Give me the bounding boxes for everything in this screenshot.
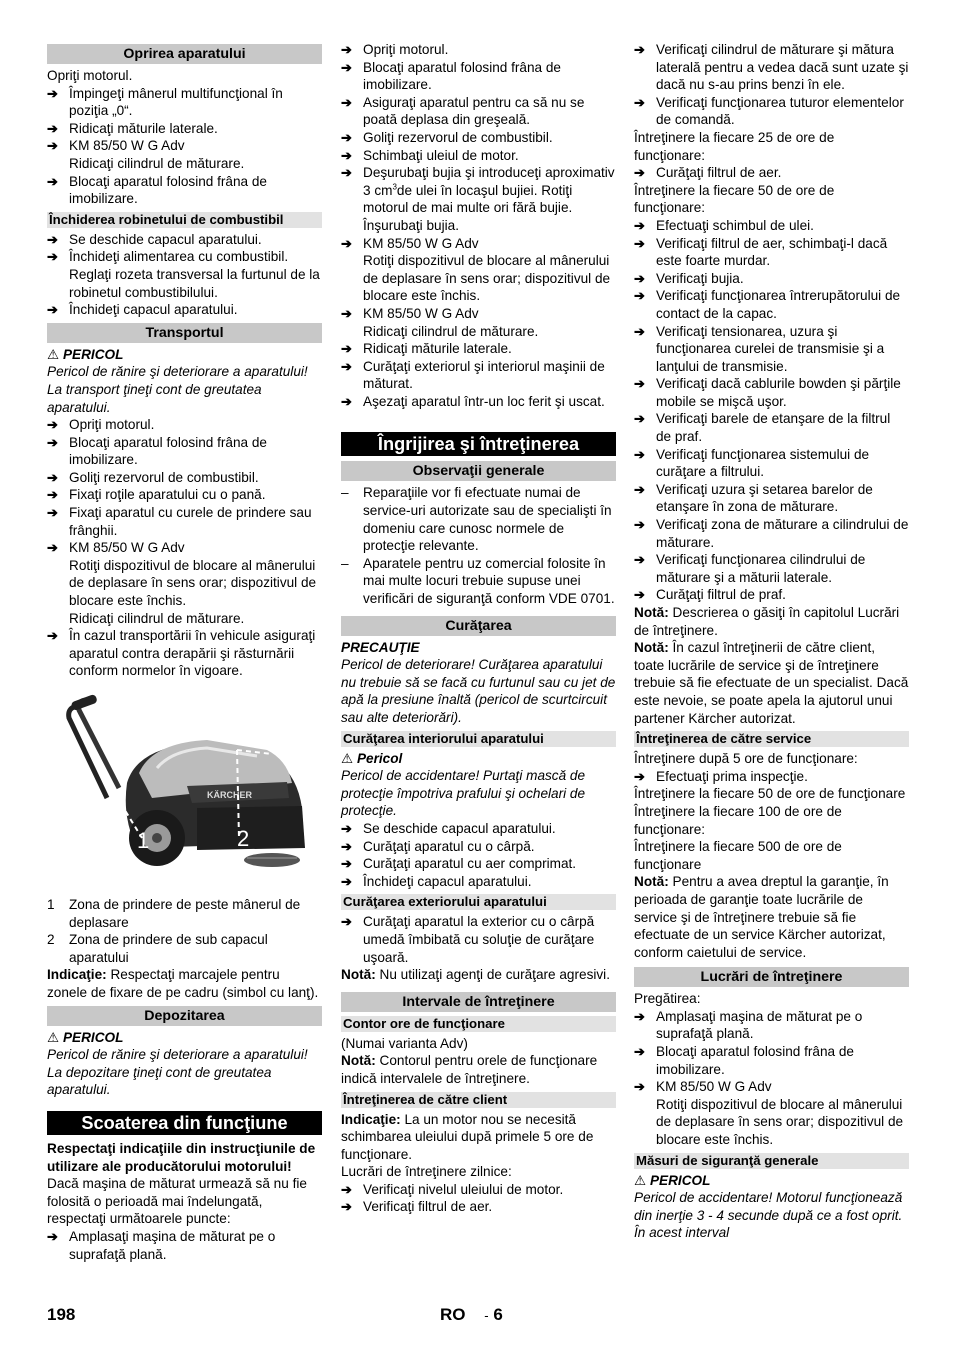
figure-label-1: 1 [137,828,150,853]
list-item: ➔ Verificaţi zona de măturare a cilindrului de măturare. [634,516,909,551]
note-paragraph [634,639,909,727]
paragraph: Pregătirea: [634,991,701,1007]
list-item: – Aparatele pentru uz comercial folosite în mai multe locuri trebuie supuse unei verificări de siguranţă conform VDE 0701. [341,555,616,608]
column-1 [47,40,322,1263]
sweeper-illustration [47,688,322,888]
list-item: ➔ KM 85/50 W G Adv [47,539,322,557]
subsection-heading-interior: Curăţarea interiorului aparatului [341,731,616,747]
list-item: ➔ Blocaţi aparatul folosind frâna de imobilizare. [634,1043,909,1078]
warning-label [47,1029,322,1047]
list-item: ➔ Închideţi capacul aparatului. [341,873,616,891]
list-item: ➔ KM 85/50 W G Adv [634,1078,909,1096]
list-item: ➔ Curăţaţi filtrul de praf. [634,586,909,604]
warning-word: PERICOL [62,346,124,362]
legend-number: 2 [47,932,55,948]
bujie-text-pre: Deşurubaţi bujia şi introduceţi aproximativ 3 cm [363,165,615,198]
list-item: ➔ Verificaţi nivelul uleiului de motor. [341,1181,616,1199]
list-item: ➔ KM 85/50 W G Adv [341,235,616,253]
column-2 [341,40,616,1216]
note-paragraph [634,873,909,961]
warning-text: Pericol de rănire şi deteriorare a aparatului! La depozitare ţineţi cont de greutatea aparatului. [47,1047,308,1098]
list-item: ➔ Curăţaţi filtrul de aer. [634,164,909,182]
section-heading-lucrari: Lucrări de întreţinere [634,967,909,987]
subsection-heading-exterior: Curăţarea exteriorului aparatului [341,894,616,910]
paragraph: Întreţinere la fiecare 500 de ore de funcţionare [634,839,842,872]
language-code: RO [440,1305,466,1324]
chapter-heading-scoaterea: Scoaterea din funcţiune [47,1111,322,1135]
list-item: ➔ Blocaţi aparatul folosind frâna de imobilizare. [341,59,616,94]
note-text: Respectaţi marcajele pentru zonele de fixare de pe cadru (simbol cu lanţ). [47,967,319,1000]
paragraph: Lucrări de întreţinere zilnice: [341,1164,512,1180]
section-heading-intervale: Intervale de întreţinere [341,992,616,1012]
footer-language [440,1306,503,1325]
note-label: Notă: [634,874,669,890]
list-subitem: Ridicaţi cilindrul de măturare. [69,155,245,171]
superscript: 3 [392,182,397,192]
note-label: Notă: [634,605,669,620]
list-item: ➔ Opriţi motorul. [341,41,616,59]
paragraph: Întreţinere la fiecare 100 de ore de funcţionare: [634,803,842,837]
list-item: ➔ Verificaţi funcţionarea întrerupătorului de contact de la capac. [634,287,909,322]
warning-triangle-icon: ⚠ [341,750,354,766]
list-item: ➔ Verificaţi funcţionarea sistemului de curăţare a filtrului. [634,446,909,481]
list-item: ➔ Amplasaţi maşina de măturat pe o suprafaţă plană. [634,1008,909,1043]
paragraph: Întreţinere la fiecare 50 de ore de funcţionare [634,786,906,802]
list-item: ➔ Curăţaţi aparatul cu aer comprimat. [341,855,616,873]
note-paragraph [634,604,909,639]
section-heading-oprirea: Oprirea aparatului [47,44,322,64]
legend-item [47,931,322,966]
warning-text: Pericol de accidentare! Motorul funcţionează din inerţie 3 - 4 secunde după ce a fost oprit. În acest interval [634,1190,903,1241]
subsection-heading-contor: Contor ore de funcţionare [341,1016,616,1032]
list-subitem: Ridicaţi cilindrul de măturare. [363,323,539,339]
warning-label [634,1172,909,1190]
list-item: ➔ Verificaţi uzura şi setarea barelor de etanşare în zona de măturare. [634,481,909,516]
list-item: ➔ Se deschide capacul aparatului. [341,820,616,838]
paragraph: Opriţi motorul. [47,68,133,83]
list-item: ➔ Curăţaţi aparatul cu o cârpă. [341,838,616,856]
paragraph: Întreţinere după 5 ore de funcţionare: [634,751,858,767]
list-subitem: Rotiţi dispozitivul de blocare al mânerului de deplasare în sens orar; dispozitivul de blocare este închis. [69,557,317,609]
subsection-heading-service: Întreţinerea de către service [634,731,909,747]
figure-label-2: 2 [237,826,250,851]
section-heading-curatarea: Curăţarea [341,616,616,636]
list-item: ➔ Aşezaţi aparatul într-un loc ferit şi uscat. [341,393,616,411]
list-subitem: Rotiţi dispozitivul de blocare al mânerului de deplasare în sens orar; dispozitivul de blocare este închis. [656,1096,904,1148]
legend-text: Zona de prindere de peste mânerul de deplasare [69,897,301,930]
list-item: ➔ Închideţi alimentarea cu combustibil. [47,248,322,266]
list-item: ➔ Verificaţi bujia. [634,270,909,288]
warning-triangle-icon: ⚠ [47,346,60,362]
list-item: ➔ Curăţaţi exteriorul şi interiorul maşinii de măturat. [341,358,616,393]
list-item: ➔ Verificaţi funcţionarea tuturor elementelor de comandă. [634,94,909,129]
warning-word: Pericol [356,750,403,766]
bujie-text-post: de ulei în locaşul bujiei. Rotiţi motorul de mai multe ori fără bujie. Înşurubaţi bujia. [363,182,573,233]
list-item: ➔ Se deschide capacul aparatului. [47,231,322,249]
warning-word: PRECAUŢIE [341,639,420,655]
warning-text: Pericol de accidentare! Purtaţi mască de protecţie împotriva prafului şi ochelari de protecţie. [341,768,586,819]
list-item: ➔ Verificaţi tensionarea, uzura şi funcţionarea curelei de transmisie şi a lanţului de transmisie. [634,323,909,376]
list-item: ➔ Verificaţi filtrul de aer, schimbaţi-l dacă este foarte murdar. [634,235,909,270]
note-paragraph [341,1052,616,1087]
legend-text: Zona de prindere de sub capacul aparatului [69,932,268,965]
warning-triangle-icon: ⚠ [47,1029,60,1045]
list-item: ➔ Verificaţi funcţionarea cilindrului de măturare şi a măturii laterale. [634,551,909,586]
list-item: ➔ Efectuaţi prima inspecţie. [634,768,909,786]
warning-word: PERICOL [62,1029,124,1045]
list-subitem: Ridicaţi cilindrul de măturare. [69,610,245,626]
sweeper-image [47,688,322,888]
warning-text: Pericol de rănire şi deteriorare a aparatului! La transport ţineţi cont de greutatea aparatului. [47,364,308,415]
paragraph: Întreţinere la fiecare 50 de ore de funcţionare: [634,182,835,216]
list-item: ➔ Opriţi motorul. [47,416,322,434]
warning-word: PERICOL [649,1172,711,1188]
note-label: Indicaţie: [47,967,107,983]
note-paragraph [341,1111,616,1164]
brand-label: KÄRCHER [207,790,252,800]
legend-number: 1 [47,897,55,912]
section-heading-transport: Transportul [47,323,322,343]
warning-text: Pericol de deteriorare! Curăţarea aparatului nu trebuie să se facă cu furtunul sau cu jet de apă la presiune înaltă (pericol de scurtcircuit sau alte deteriorări). [341,657,616,725]
note-label: Notă: [341,967,376,983]
list-item [341,164,616,234]
list-item: ➔ Efectuaţi schimbul de ulei. [634,217,909,235]
subsection-heading-robinet: Închiderea robinetului de combustibil [47,212,322,228]
warning-triangle-icon: ⚠ [634,1172,647,1188]
legend-item [47,896,322,931]
list-item: ➔ Verificaţi dacă cablurile bowden şi părţile mobile se mişcă uşor. [634,375,909,410]
list-item: ➔ Blocaţi aparatul folosind frâna de imobilizare. [47,434,322,469]
list-item: ➔ Schimbaţi uleiul de motor. [341,147,616,165]
note-text: Pentru a avea dreptul la garanţie, în perioada de garanţie toate lucrările de service şi de întreţinere trebuie să fie efectuate de un service Kärcher autorizat, conform caietului de service. [634,874,889,960]
sub-page-number: 6 [493,1305,503,1324]
note-label: Notă: [634,640,669,656]
paragraph: Dacă maşina de măturat urmează să nu fie folosită o perioadă mai îndelungată, respectaţi următoarele puncte: [47,1176,307,1227]
note-text: Contorul pentru orele de funcţionare indică intervalele de întreţinere. [341,1053,598,1086]
list-item: ➔ În cazul transportării în vehicule asiguraţi aparatul contra derapării şi răsturnării conform normelor în vigoare. [47,627,322,680]
list-item: ➔ KM 85/50 W G Adv [341,305,616,323]
subsection-heading-masuri: Măsuri de siguranţă generale [634,1153,909,1169]
paragraph: Întreţinere la fiecare 25 de ore de funcţionare: [634,129,835,163]
chapter-heading-ingrijirea: Îngrijirea şi întreţinerea [341,432,616,456]
note-label: Indicaţie: [341,1111,401,1127]
section-heading-depozitarea: Depozitarea [47,1006,322,1026]
list-item: ➔ Blocaţi aparatul folosind frâna de imobilizare. [47,173,322,208]
section-heading-observatii: Observaţii generale [341,461,616,481]
warning-label [47,346,322,364]
list-item: ➔ Goliţi rezervorul de combustibil. [341,129,616,147]
list-item: ➔ Ridicaţi măturile laterale. [341,340,616,358]
list-item: ➔ Amplasaţi maşina de măturat pe o suprafaţă plană. [47,1228,322,1263]
list-subitem: Reglaţi rozeta transversal la furtunul de la robinetul combustibilului. [69,266,320,300]
warning-label [341,750,616,768]
list-item: ➔ Ridicaţi măturile laterale. [47,120,322,138]
note-text: În cazul întreţinerii de către client, toate lucrările de service şi de întreţinere trebuie să fie efectuate de un specialist. Dacă este nevoie, se poate apela la ajutorul unui partener Kärcher autorizat. [634,640,909,726]
note-paragraph [341,966,616,984]
list-item: ➔ Împingeţi mânerul multifuncţional în poziţia „0“. [47,85,322,120]
note-text: Nu utilizaţi agenţi de curăţare agresivi. [375,967,610,983]
list-item: ➔ Verificaţi barele de etanşare de la filtrul de praf. [634,410,909,445]
paragraph: (Numai varianta Adv) [341,1035,468,1051]
list-item: ➔ Verificaţi filtrul de aer. [341,1198,616,1216]
list-item: ➔ Asiguraţi aparatul pentru ca să nu se poată deplasa din greşeală. [341,94,616,129]
list-item: – Reparaţiile vor fi efectuate numai de service-uri autorizate sau de specialişti în domeniu care cunosc normele de protecţie relevante. [341,484,616,554]
list-subitem: Rotiţi dispozitivul de blocare al mânerului de deplasare în sens orar; dispozitivul de blocare este închis. [363,253,611,304]
list-item: ➔ Goliţi rezervorul de combustibil. [47,469,322,487]
column-3 [634,40,909,1242]
list-item: ➔ Fixaţi aparatul cu curele de prindere sau frânghii. [47,504,322,539]
list-item: ➔ KM 85/50 W G Adv [47,137,322,155]
list-item: ➔ Curăţaţi aparatul la exterior cu o cârpă umedă îmbibată cu soluţie de curăţare uşoară. [341,913,616,966]
subsection-heading-client: Întreţinerea de către client [341,1092,616,1108]
list-item: ➔ Verificaţi cilindrul de măturare şi mătura laterală pentru a vedea dacă sunt uzate şi dacă nu s-au prins benzi în ele. [634,41,909,94]
list-item: ➔ Fixaţi roţile aparatului cu o pană. [47,486,322,504]
list-item: ➔ Închideţi capacul aparatului. [47,301,322,319]
footer-dash: - [484,1308,489,1323]
page-number: 198 [47,1305,76,1324]
note-text: Descrierea o găsiţi în capitolul Lucrări de întreţinere. [634,605,900,638]
note-label: Notă: [341,1053,376,1069]
note-paragraph [47,966,322,1001]
bold-paragraph: Respectaţi indicaţiile din instrucţiunile de utilizare ale producătorului motorului! [47,1140,316,1174]
note-text: La un motor nou se necesită schimbarea uleiului după primele 5 ore de funcţionare. [341,1111,594,1162]
